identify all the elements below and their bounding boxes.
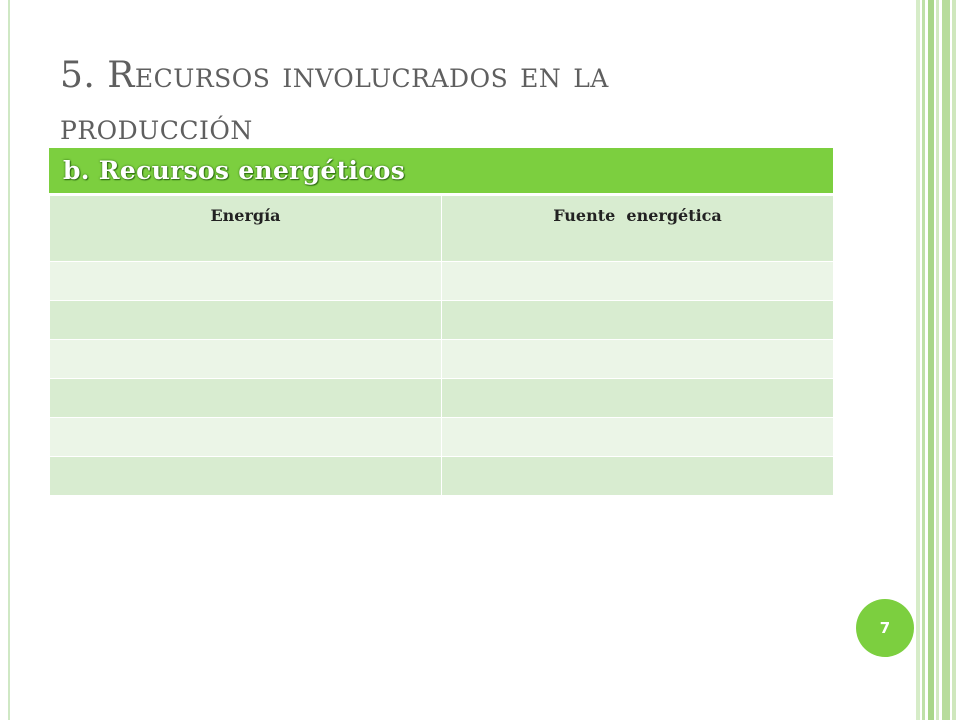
stripe (928, 0, 934, 720)
table-cell (50, 379, 442, 418)
table-cell (50, 418, 442, 457)
table-cell (442, 340, 834, 379)
stripe (952, 0, 956, 720)
table-cell (50, 457, 442, 496)
table-row (50, 262, 834, 301)
table-cell (50, 340, 442, 379)
table-grid (49, 195, 834, 496)
page-number: 7 (879, 619, 891, 637)
table-cell (442, 379, 834, 418)
stripe (922, 0, 925, 720)
column-header-fuente-energetica: Fuente energética (442, 196, 834, 262)
table-row (50, 340, 834, 379)
slide-title-line2: producción (60, 107, 253, 148)
page-number-badge (856, 599, 914, 657)
right-decorative-stripes (916, 0, 960, 720)
energy-resources-table (49, 148, 833, 496)
table-header-row (50, 196, 834, 262)
table-cell (442, 418, 834, 457)
table-heading-bar (49, 148, 833, 195)
table-cell (442, 301, 834, 340)
table-cell (442, 457, 834, 496)
table-cell (442, 262, 834, 301)
left-frame-line (8, 0, 10, 720)
stripe (936, 0, 939, 720)
slide-title (60, 50, 840, 154)
column-header-energia: Energía (50, 196, 442, 262)
table-row (50, 301, 834, 340)
table-row (50, 457, 834, 496)
table-row (50, 379, 834, 418)
table-heading: b. Recursos energéticos (63, 156, 406, 185)
slide-title-line1: 5. Recursos involucrados en la (60, 55, 609, 96)
table-cell (50, 262, 442, 301)
table-cell (50, 301, 442, 340)
stripe (916, 0, 920, 720)
table-row (50, 418, 834, 457)
stripe (942, 0, 950, 720)
